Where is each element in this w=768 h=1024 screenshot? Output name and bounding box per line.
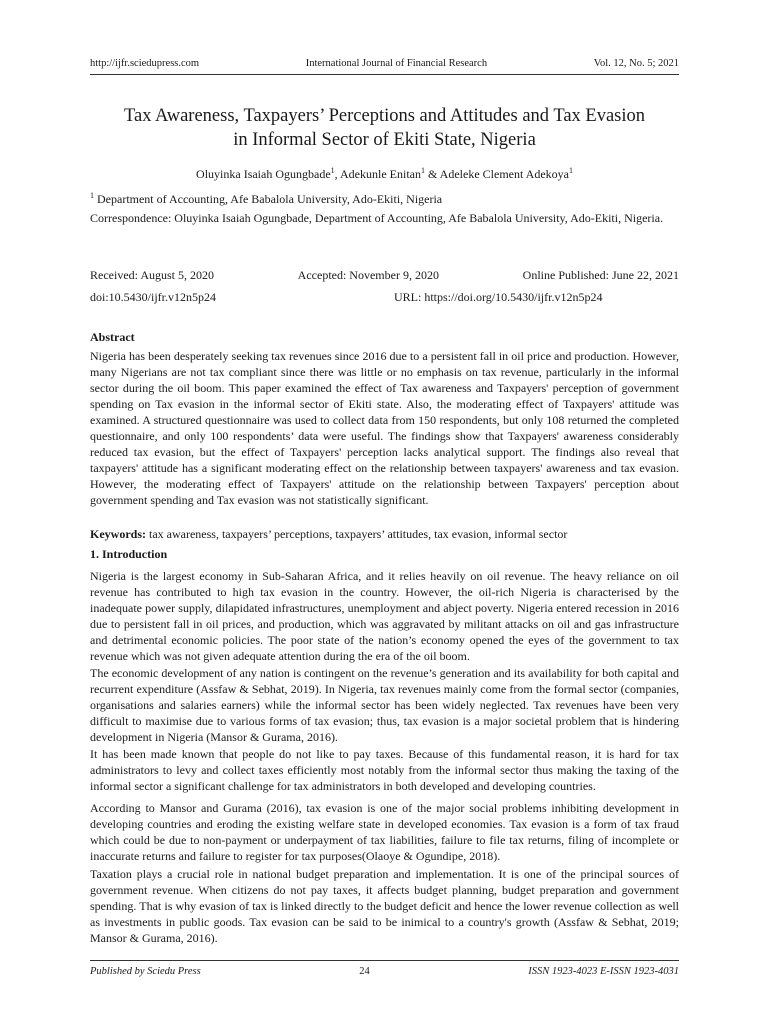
received-date: Received: August 5, 2020 bbox=[90, 268, 214, 282]
intro-paragraph-5: Taxation plays a crucial role in national budget preparation and implementation. It is one of the principal sources of government revenue. When citizens do not pay taxes, it affects budget planning, budget preparation and government spending. That is why evasion of tax is linked directly to the budget deficit and hence the lower revenue collection as well as investments in public goods. Tax evasion can be said to be inimical to a country's growth (Assfaw & Sebhat, 2019; Mansor & Gurama, 2016). bbox=[90, 867, 679, 945]
intro-paragraph-2: The economic development of any nation is contingent on the revenue’s generation and its availability for both capital and recurrent expenditure (Assfaw & Sebhat, 2019). In Nigeria, tax revenues mainly come from the formal sector (companies, organisations and salaries earners) while the informal sector has been widely neglected. Tax revenues have been very difficult to maximise due to various forms of tax evasion; thus, tax evasion is a major societal problem that is hindering development in Nigeria (Mansor & Gurama, 2016). bbox=[90, 666, 679, 744]
doi-url[interactable]: URL: https://doi.org/10.5430/ijfr.v12n5p24 bbox=[394, 290, 603, 304]
introduction-heading: 1. Introduction bbox=[90, 547, 168, 561]
correspondence: Correspondence: Oluyinka Isaiah Ogungbade, Department of Accounting, Afe Babalola University, Ado-Ekiti, Nigeria. bbox=[90, 211, 664, 225]
keywords-text: tax awareness, taxpayers’ perceptions, taxpayers’ attitudes, tax evasion, informal sector bbox=[146, 527, 568, 541]
author-3-affil: 1 bbox=[568, 166, 573, 175]
accepted-date: Accepted: November 9, 2020 bbox=[297, 268, 439, 282]
issn: ISSN 1923-4023 E-ISSN 1923-4031 bbox=[528, 966, 679, 977]
journal-url[interactable]: http://ijfr.sciedupress.com bbox=[90, 58, 200, 69]
abstract-text: Nigeria has been desperately seeking tax revenues since 2016 due to a persistent fall in oil price and production. However, many Nigerians are not tax compliant since there was little or no emphasis on tax revenue, particularly in the informal sector during the oil boom. This paper examined the effect of Tax awareness and Taxpayers' perception of government spending on Tax evasion in the informal sector of Ekiti state. Also, the moderating effect of Taxpayers' attitude was examined. A structured questionnaire was used to collect data from 150 respondents, but only 108 returned the completed questionnaire, and only 100 respondents’ data were useful. The findings show that Taxpayers' awareness considerably reduced tax evasion, but the effect of Taxpayers' perception lacks analytical support. The findings also reveal that taxpayers' attitude has a significant moderating effect on the relationship between taxpayers' awareness and tax evasion. However, the moderating effect of Taxpayers' attitude on the relationship between Taxpayers' perception about government spending and Tax evasion was not statistically significant. bbox=[90, 349, 679, 507]
author-separator: & bbox=[425, 167, 440, 181]
author-1-affil: 1 bbox=[330, 166, 335, 175]
author-2-affil: 1 bbox=[421, 166, 425, 175]
published-date: Online Published: June 22, 2021 bbox=[522, 268, 679, 282]
author-3: Adeleke Clement Adekoya bbox=[439, 167, 569, 181]
affiliation-text: Department of Accounting, Afe Babalola University, Ado-Ekiti, Nigeria bbox=[94, 192, 443, 206]
intro-paragraph-3: It has been made known that people do not like to pay taxes. Because of this fundamental reason, it is hard for tax administrators to levy and collect taxes efficiently most notably from the informal sector thus making the taxing of the informal sector a significant challenge for tax administrators in both developed and developing countries. bbox=[90, 747, 679, 793]
affiliation-number: 1 bbox=[90, 191, 94, 200]
page-footer bbox=[90, 966, 679, 977]
keywords-label: Keywords: bbox=[90, 527, 146, 541]
doi-line bbox=[90, 289, 679, 305]
header-divider bbox=[90, 74, 679, 75]
footer-divider bbox=[90, 960, 679, 961]
publication-dates bbox=[90, 267, 679, 283]
volume-info: Vol. 12, No. 5; 2021 bbox=[593, 58, 679, 69]
author-separator: , bbox=[334, 167, 341, 181]
title-line-1: Tax Awareness, Taxpayers’ Perceptions and Attitudes and Tax Evasion bbox=[123, 106, 646, 126]
intro-paragraph-4: According to Mansor and Gurama (2016), tax evasion is one of the major social problems inhibiting development in developing countries and eroding the existing welfare state in developed economies. Tax evasion is a form of tax fraud which could be due to non-payment or underpayment of tax liabilities, failure to file tax returns, filing of incomplete or inaccurate returns and failure to register for tax purposes(Olaoye & Ogundipe, 2018). bbox=[90, 801, 679, 863]
page-number: 24 bbox=[359, 966, 370, 977]
running-header bbox=[90, 58, 679, 69]
affiliation bbox=[90, 188, 679, 207]
author-list bbox=[90, 166, 679, 182]
keywords bbox=[90, 526, 679, 542]
author-2: Adekunle Enitan bbox=[340, 167, 421, 181]
abstract-heading: Abstract bbox=[90, 330, 135, 344]
paper-title bbox=[90, 104, 679, 152]
author-1: Oluyinka Isaiah Ogungbade bbox=[196, 167, 331, 181]
title-line-2: in Informal Sector of Ekiti State, Nigeria bbox=[233, 130, 536, 150]
journal-name: International Journal of Financial Research bbox=[305, 58, 488, 69]
doi: doi:10.5430/ijfr.v12n5p24 bbox=[90, 290, 216, 304]
publisher: Published by Sciedu Press bbox=[90, 966, 201, 977]
intro-paragraph-1: Nigeria is the largest economy in Sub-Saharan Africa, and it relies heavily on oil revenue. The heavy reliance on oil revenue has contributed to high tax evasion in the country. However, the oil-rich Nigeria is characterised by the inadequate power supply, dilapidated infrastructures, unemployment and abject poverty. Nigeria entered recession in 2016 due to persistent fall in oil prices, and production, which was aggravated by militant attacks on oil and gas infrastructure and detrimental economic policies. The poor state of the nation’s economy opened the eyes of the government to tax revenue which was not given adequate attention during the era of the oil boom. bbox=[90, 569, 679, 663]
